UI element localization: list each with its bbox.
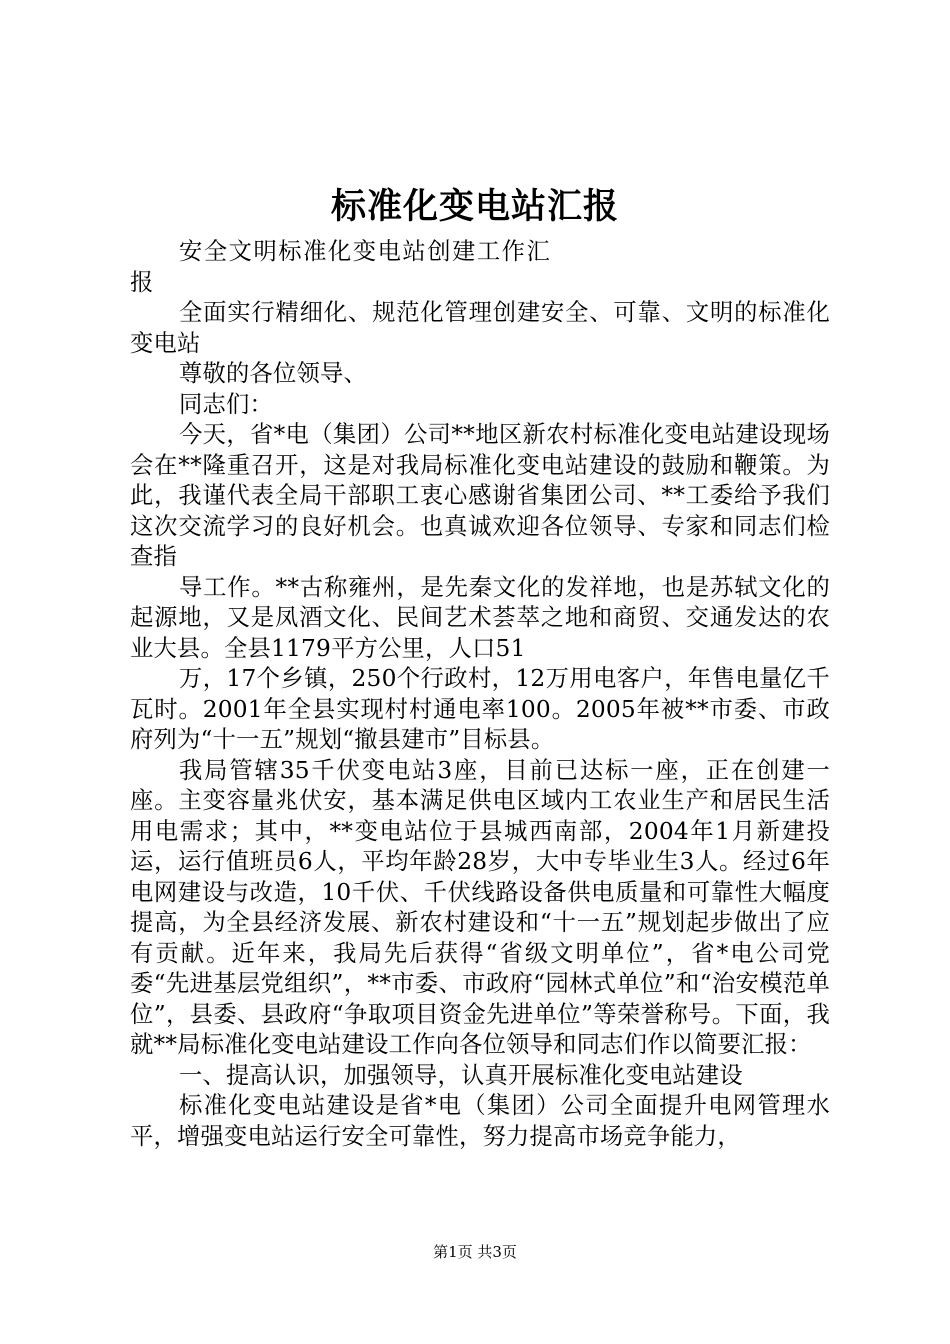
paragraph: 今天，省*电（集团）公司**地区新农村标准化变电站建设现场会在**隆重召开，这是对我局标准化变电站建设的鼓励和鞭策。为此，我谨代表全局干部职工衷心感谢省集团公司、**工委给予我们这次交流学习的良好机会。也真诚欢迎各位领导、专家和同志们检查指: [130, 421, 830, 570]
paragraph: 我局管辖35千伏变电站3座，目前已达标一座，正在创建一座。主变容量兆伏安，基本满足供电区域内工农业生产和居民生活用电需求；其中，**变电站位于县城西南部，2004年1月新建投运，运行值班员6人，平均年龄28岁，大中专毕业生3人。经过6年电网建设与改造，10千伏、千伏线路设备供电质量和可靠性大幅度提高，为全县经济发展、新农村建设和“十一五”规划起步做出了应有贡献。近年来，我局先后获得“省级文明单位”，省*电公司党委“先进基层党组织”，**市委、市政府“园林式单位”和“治安模范单位”，县委、县政府“争取项目资金先进单位”等荣誉称号。下面，我就**局标准化变电站建设工作向各位领导和同志们作以简要汇报：: [130, 756, 830, 1058]
paragraph: 安全文明标准化变电站创建工作汇报: [130, 238, 550, 296]
section-heading: 一、提高认识，加强领导，认真开展标准化变电站建设: [179, 1061, 743, 1089]
paragraph: 标准化变电站建设是省*电（集团）公司全面提升电网管理水平，增强变电站运行安全可靠性，努力提高市场竞争能力，: [130, 1092, 830, 1150]
paragraph: 万，17个乡镇，250个行政村，12万用电客户，年售电量亿千瓦时。2001年全县实现村村通电率100。2005年被**市委、市政府列为“十一五”规划“撤县建市”目标县。: [130, 665, 830, 753]
paragraph: 尊敬的各位领导、: [179, 360, 367, 387]
paragraph: 导工作。**古称雍州，是先秦文化的发祥地，也是苏轼文化的起源地，又是凤酒文化、民间艺术荟萃之地和商贸、交通发达的农业大县。全县1179平方公里，人口51: [130, 573, 830, 662]
paragraph: 同志们：: [179, 390, 273, 418]
document-body: [130, 237, 830, 1152]
document-title: 标准化变电站汇报: [330, 186, 619, 227]
page-footer: 第1页 共3页: [433, 1243, 517, 1261]
paragraph: 全面实行精细化、规范化管理创建安全、可靠、文明的标准化变电站: [130, 299, 830, 357]
